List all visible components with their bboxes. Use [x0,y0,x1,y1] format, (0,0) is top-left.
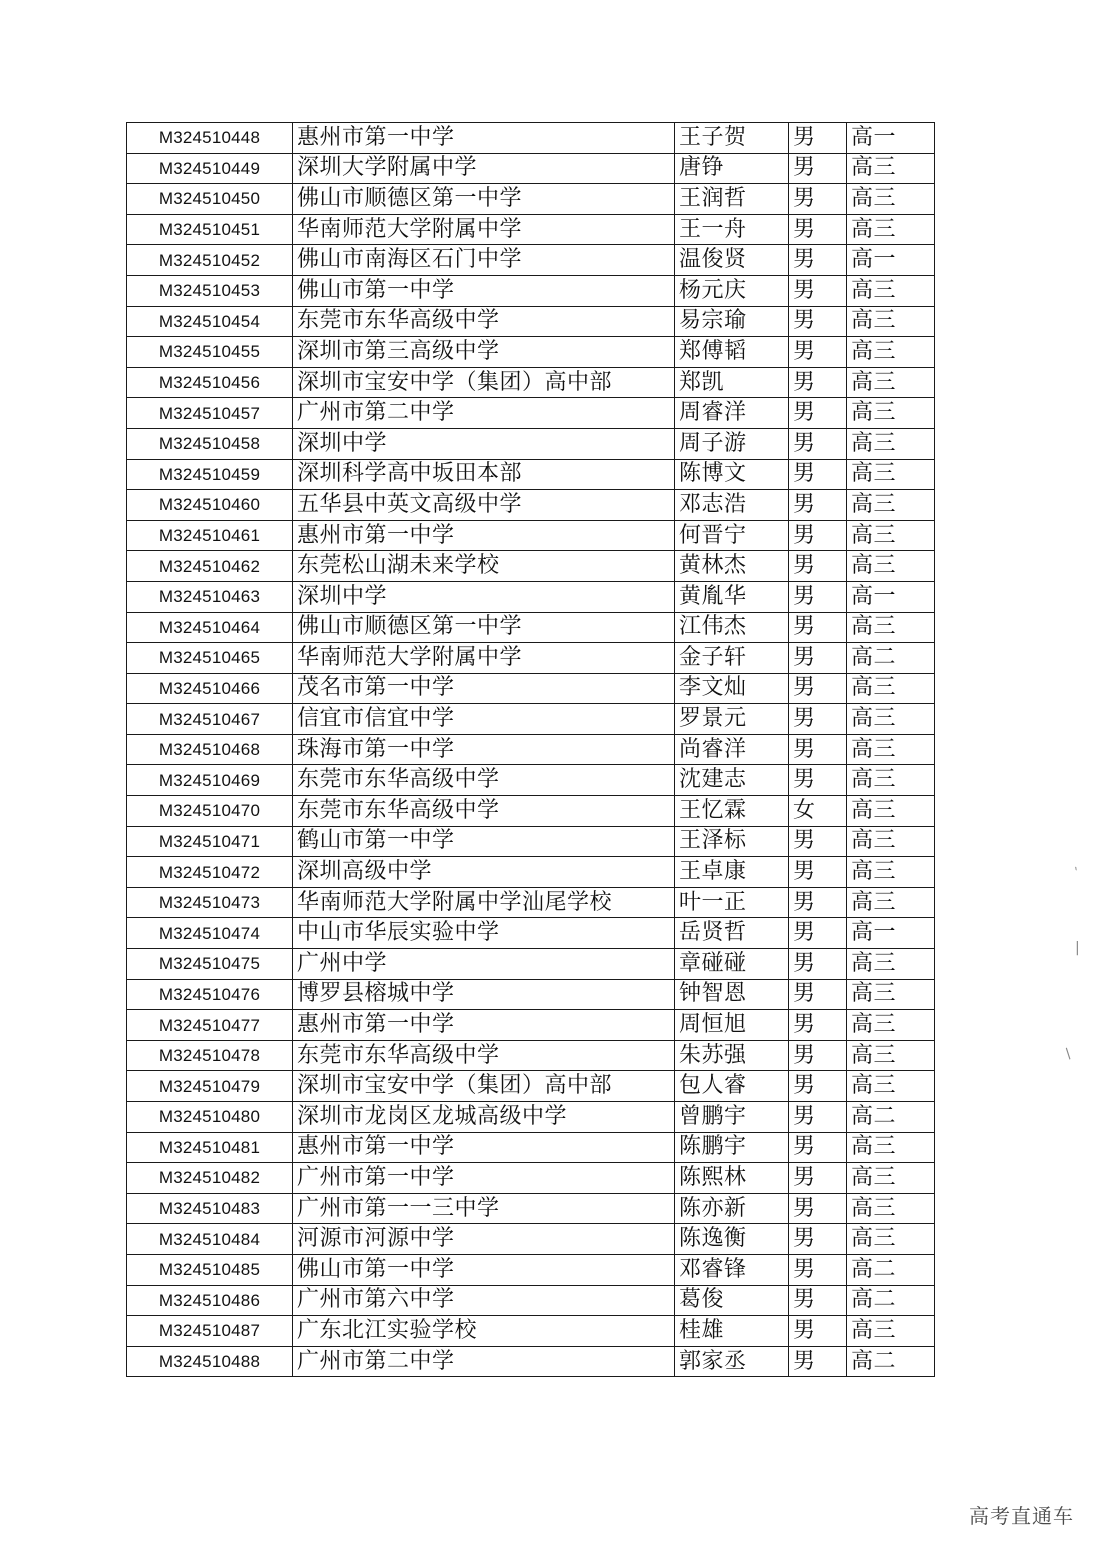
cell-school: 佛山市第一中学 [293,1254,675,1285]
cell-student-name: 王润哲 [675,184,789,215]
cell-school: 广州中学 [293,949,675,980]
cell-grade: 高三 [847,949,935,980]
cell-grade: 高二 [847,1254,935,1285]
cell-student-name: 唐铮 [675,153,789,184]
cell-student-name: 陈鹏宇 [675,1132,789,1163]
cell-school: 深圳市龙岗区龙城高级中学 [293,1102,675,1133]
cell-student-name: 章碰碰 [675,949,789,980]
cell-grade: 高三 [847,398,935,429]
cell-gender: 男 [789,1071,847,1102]
cell-school: 深圳科学高中坂田本部 [293,459,675,490]
cell-student-id: M324510486 [127,1285,293,1316]
cell-gender: 男 [789,1102,847,1133]
cell-grade: 高二 [847,1102,935,1133]
cell-gender: 男 [789,612,847,643]
cell-grade: 高三 [847,153,935,184]
cell-gender: 男 [789,918,847,949]
table-row [127,1316,935,1347]
cell-student-name: 周恒旭 [675,1010,789,1041]
cell-gender: 男 [789,214,847,245]
cell-student-id: M324510453 [127,275,293,306]
watermark: 高考直通车 [969,1504,1074,1528]
table-row [127,337,935,368]
cell-student-name: 黄胤华 [675,581,789,612]
table-row [127,275,935,306]
cell-student-name: 尚睿洋 [675,734,789,765]
cell-gender: 男 [789,857,847,888]
cell-student-id: M324510485 [127,1254,293,1285]
cell-student-name: 桂雄 [675,1316,789,1347]
cell-school: 东莞市东华高级中学 [293,1040,675,1071]
cell-student-id: M324510449 [127,153,293,184]
cell-grade: 高三 [847,459,935,490]
cell-student-id: M324510457 [127,398,293,429]
roster-table [126,122,935,1377]
cell-gender: 男 [789,1040,847,1071]
cell-school: 佛山市第一中学 [293,275,675,306]
cell-gender: 男 [789,367,847,398]
cell-gender: 男 [789,1346,847,1377]
cell-student-id: M324510479 [127,1071,293,1102]
table-row [127,184,935,215]
cell-student-id: M324510474 [127,918,293,949]
cell-student-id: M324510459 [127,459,293,490]
cell-school: 佛山市南海区石门中学 [293,245,675,276]
cell-grade: 高二 [847,1285,935,1316]
cell-gender: 男 [789,581,847,612]
cell-student-id: M324510470 [127,796,293,827]
cell-student-id: M324510472 [127,857,293,888]
cell-student-name: 江伟杰 [675,612,789,643]
table-row [127,214,935,245]
table-row [127,153,935,184]
cell-grade: 高三 [847,1010,935,1041]
cell-grade: 高三 [847,826,935,857]
cell-gender: 男 [789,704,847,735]
table-row [127,1346,935,1377]
cell-gender: 男 [789,887,847,918]
cell-gender: 男 [789,153,847,184]
cell-gender: 男 [789,337,847,368]
cell-gender: 男 [789,1193,847,1224]
cell-student-name: 陈亦新 [675,1193,789,1224]
cell-student-name: 陈博文 [675,459,789,490]
cell-grade: 高三 [847,306,935,337]
cell-school: 深圳市宝安中学（集团）高中部 [293,1071,675,1102]
cell-gender: 男 [789,765,847,796]
cell-gender: 男 [789,306,847,337]
cell-grade: 高三 [847,520,935,551]
cell-student-name: 岳贤哲 [675,918,789,949]
cell-gender: 男 [789,1254,847,1285]
cell-gender: 男 [789,734,847,765]
cell-grade: 高一 [847,918,935,949]
cell-grade: 高三 [847,734,935,765]
cell-school: 深圳大学附属中学 [293,153,675,184]
cell-school: 博罗县榕城中学 [293,979,675,1010]
cell-grade: 高三 [847,1316,935,1347]
cell-gender: 男 [789,398,847,429]
cell-gender: 女 [789,796,847,827]
cell-grade: 高三 [847,428,935,459]
cell-gender: 男 [789,949,847,980]
cell-student-id: M324510476 [127,979,293,1010]
cell-grade: 高三 [847,1132,935,1163]
table-row [127,1040,935,1071]
table-row [127,979,935,1010]
cell-school: 五华县中英文高级中学 [293,490,675,521]
cell-school: 深圳市宝安中学（集团）高中部 [293,367,675,398]
cell-student-id: M324510468 [127,734,293,765]
cell-school: 信宜市信宜中学 [293,704,675,735]
cell-student-id: M324510454 [127,306,293,337]
table-row [127,459,935,490]
cell-gender: 男 [789,245,847,276]
cell-school: 东莞市东华高级中学 [293,306,675,337]
scan-artifact-mark: | [1075,940,1080,956]
table-row [127,857,935,888]
roster-body [127,123,935,1377]
table-row [127,1132,935,1163]
cell-student-id: M324510462 [127,551,293,582]
table-row [127,1254,935,1285]
cell-student-name: 王忆霖 [675,796,789,827]
cell-student-name: 温俊贤 [675,245,789,276]
table-row [127,581,935,612]
scan-artifact-mark: / [1061,1046,1075,1062]
cell-school: 华南师范大学附属中学汕尾学校 [293,887,675,918]
cell-grade: 高三 [847,979,935,1010]
cell-student-id: M324510488 [127,1346,293,1377]
cell-grade: 高三 [847,796,935,827]
cell-grade: 高二 [847,1346,935,1377]
table-row [127,1071,935,1102]
cell-student-name: 郑凯 [675,367,789,398]
cell-gender: 男 [789,826,847,857]
cell-student-id: M324510465 [127,643,293,674]
cell-gender: 男 [789,1224,847,1255]
cell-grade: 高一 [847,581,935,612]
cell-school: 河源市河源中学 [293,1224,675,1255]
table-row [127,1224,935,1255]
table-row [127,734,935,765]
cell-student-name: 王泽标 [675,826,789,857]
cell-student-name: 曾鹏宇 [675,1102,789,1133]
scan-artifact-mark: ` [1066,865,1081,883]
cell-school: 惠州市第一中学 [293,123,675,154]
cell-student-name: 李文灿 [675,673,789,704]
cell-student-id: M324510475 [127,949,293,980]
cell-student-id: M324510469 [127,765,293,796]
cell-grade: 高三 [847,1163,935,1194]
table-row [127,123,935,154]
cell-student-name: 金子轩 [675,643,789,674]
cell-student-name: 葛俊 [675,1285,789,1316]
cell-student-name: 沈建志 [675,765,789,796]
cell-grade: 高三 [847,551,935,582]
cell-student-name: 周子游 [675,428,789,459]
cell-student-name: 郭家丞 [675,1346,789,1377]
cell-student-id: M324510482 [127,1163,293,1194]
cell-grade: 高三 [847,367,935,398]
cell-school: 广州市第二中学 [293,1346,675,1377]
cell-student-id: M324510483 [127,1193,293,1224]
cell-gender: 男 [789,520,847,551]
cell-student-id: M324510450 [127,184,293,215]
cell-student-id: M324510473 [127,887,293,918]
table-row [127,673,935,704]
cell-gender: 男 [789,490,847,521]
cell-student-name: 朱苏强 [675,1040,789,1071]
table-row [127,428,935,459]
table-row [127,918,935,949]
cell-student-id: M324510466 [127,673,293,704]
cell-school: 中山市华辰实验中学 [293,918,675,949]
cell-student-id: M324510458 [127,428,293,459]
cell-grade: 高三 [847,612,935,643]
cell-school: 广州市第六中学 [293,1285,675,1316]
cell-grade: 高三 [847,1040,935,1071]
cell-gender: 男 [789,1132,847,1163]
cell-student-id: M324510455 [127,337,293,368]
cell-school: 珠海市第一中学 [293,734,675,765]
table-row [127,704,935,735]
cell-student-name: 王一舟 [675,214,789,245]
cell-grade: 高三 [847,1224,935,1255]
cell-student-name: 郑傅韬 [675,337,789,368]
cell-student-id: M324510463 [127,581,293,612]
cell-gender: 男 [789,643,847,674]
cell-grade: 高三 [847,337,935,368]
cell-school: 茂名市第一中学 [293,673,675,704]
cell-gender: 男 [789,184,847,215]
cell-school: 东莞市东华高级中学 [293,765,675,796]
cell-student-id: M324510480 [127,1102,293,1133]
table-row [127,1193,935,1224]
cell-student-name: 王卓康 [675,857,789,888]
cell-gender: 男 [789,1163,847,1194]
cell-student-name: 包人睿 [675,1071,789,1102]
cell-grade: 高三 [847,887,935,918]
cell-school: 华南师范大学附属中学 [293,643,675,674]
table-row [127,1285,935,1316]
table-row [127,826,935,857]
cell-school: 深圳高级中学 [293,857,675,888]
cell-student-name: 罗景元 [675,704,789,735]
table-row [127,1163,935,1194]
cell-grade: 高三 [847,857,935,888]
cell-student-id: M324510464 [127,612,293,643]
table-row [127,1010,935,1041]
cell-gender: 男 [789,979,847,1010]
cell-student-name: 易宗瑜 [675,306,789,337]
cell-school: 惠州市第一中学 [293,520,675,551]
cell-student-id: M324510481 [127,1132,293,1163]
cell-grade: 高三 [847,214,935,245]
cell-student-id: M324510448 [127,123,293,154]
cell-student-id: M324510461 [127,520,293,551]
cell-student-id: M324510467 [127,704,293,735]
cell-student-name: 杨元庆 [675,275,789,306]
cell-school: 鹤山市第一中学 [293,826,675,857]
cell-school: 东莞市东华高级中学 [293,796,675,827]
cell-student-id: M324510460 [127,490,293,521]
cell-gender: 男 [789,1010,847,1041]
table-row [127,1102,935,1133]
cell-grade: 高三 [847,275,935,306]
cell-student-id: M324510487 [127,1316,293,1347]
cell-gender: 男 [789,1285,847,1316]
cell-student-name: 何晋宁 [675,520,789,551]
table-row [127,643,935,674]
cell-school: 广州市第一一三中学 [293,1193,675,1224]
cell-school: 惠州市第一中学 [293,1010,675,1041]
cell-grade: 高三 [847,765,935,796]
cell-gender: 男 [789,428,847,459]
cell-grade: 高二 [847,643,935,674]
cell-student-name: 陈熙林 [675,1163,789,1194]
cell-student-name: 叶一正 [675,887,789,918]
cell-gender: 男 [789,123,847,154]
cell-grade: 高一 [847,123,935,154]
table-row [127,520,935,551]
cell-gender: 男 [789,551,847,582]
cell-student-id: M324510478 [127,1040,293,1071]
cell-student-id: M324510477 [127,1010,293,1041]
cell-grade: 高一 [847,245,935,276]
cell-school: 惠州市第一中学 [293,1132,675,1163]
cell-school: 广州市第一中学 [293,1163,675,1194]
cell-grade: 高三 [847,1193,935,1224]
cell-school: 广东北江实验学校 [293,1316,675,1347]
table-row [127,245,935,276]
table-row [127,887,935,918]
cell-school: 广州市第二中学 [293,398,675,429]
table-row [127,612,935,643]
table-row [127,490,935,521]
table-row [127,398,935,429]
table-row [127,306,935,337]
cell-student-name: 周睿洋 [675,398,789,429]
table-row [127,551,935,582]
cell-grade: 高三 [847,184,935,215]
cell-student-name: 邓睿锋 [675,1254,789,1285]
cell-grade: 高三 [847,673,935,704]
cell-school: 深圳中学 [293,581,675,612]
cell-gender: 男 [789,459,847,490]
cell-student-id: M324510451 [127,214,293,245]
cell-student-name: 陈逸衡 [675,1224,789,1255]
cell-school: 深圳中学 [293,428,675,459]
cell-grade: 高三 [847,704,935,735]
cell-school: 华南师范大学附属中学 [293,214,675,245]
cell-student-id: M324510471 [127,826,293,857]
cell-student-name: 邓志浩 [675,490,789,521]
cell-student-id: M324510484 [127,1224,293,1255]
cell-student-name: 王子贺 [675,123,789,154]
table-row [127,949,935,980]
cell-student-id: M324510452 [127,245,293,276]
table-row [127,796,935,827]
cell-school: 佛山市顺德区第一中学 [293,184,675,215]
cell-school: 佛山市顺德区第一中学 [293,612,675,643]
cell-school: 深圳市第三高级中学 [293,337,675,368]
table-row [127,367,935,398]
cell-grade: 高三 [847,490,935,521]
table-row [127,765,935,796]
cell-gender: 男 [789,1316,847,1347]
cell-grade: 高三 [847,1071,935,1102]
cell-student-name: 黄林杰 [675,551,789,582]
cell-student-id: M324510456 [127,367,293,398]
cell-gender: 男 [789,275,847,306]
cell-gender: 男 [789,673,847,704]
cell-student-name: 钟智恩 [675,979,789,1010]
cell-school: 东莞松山湖未来学校 [293,551,675,582]
